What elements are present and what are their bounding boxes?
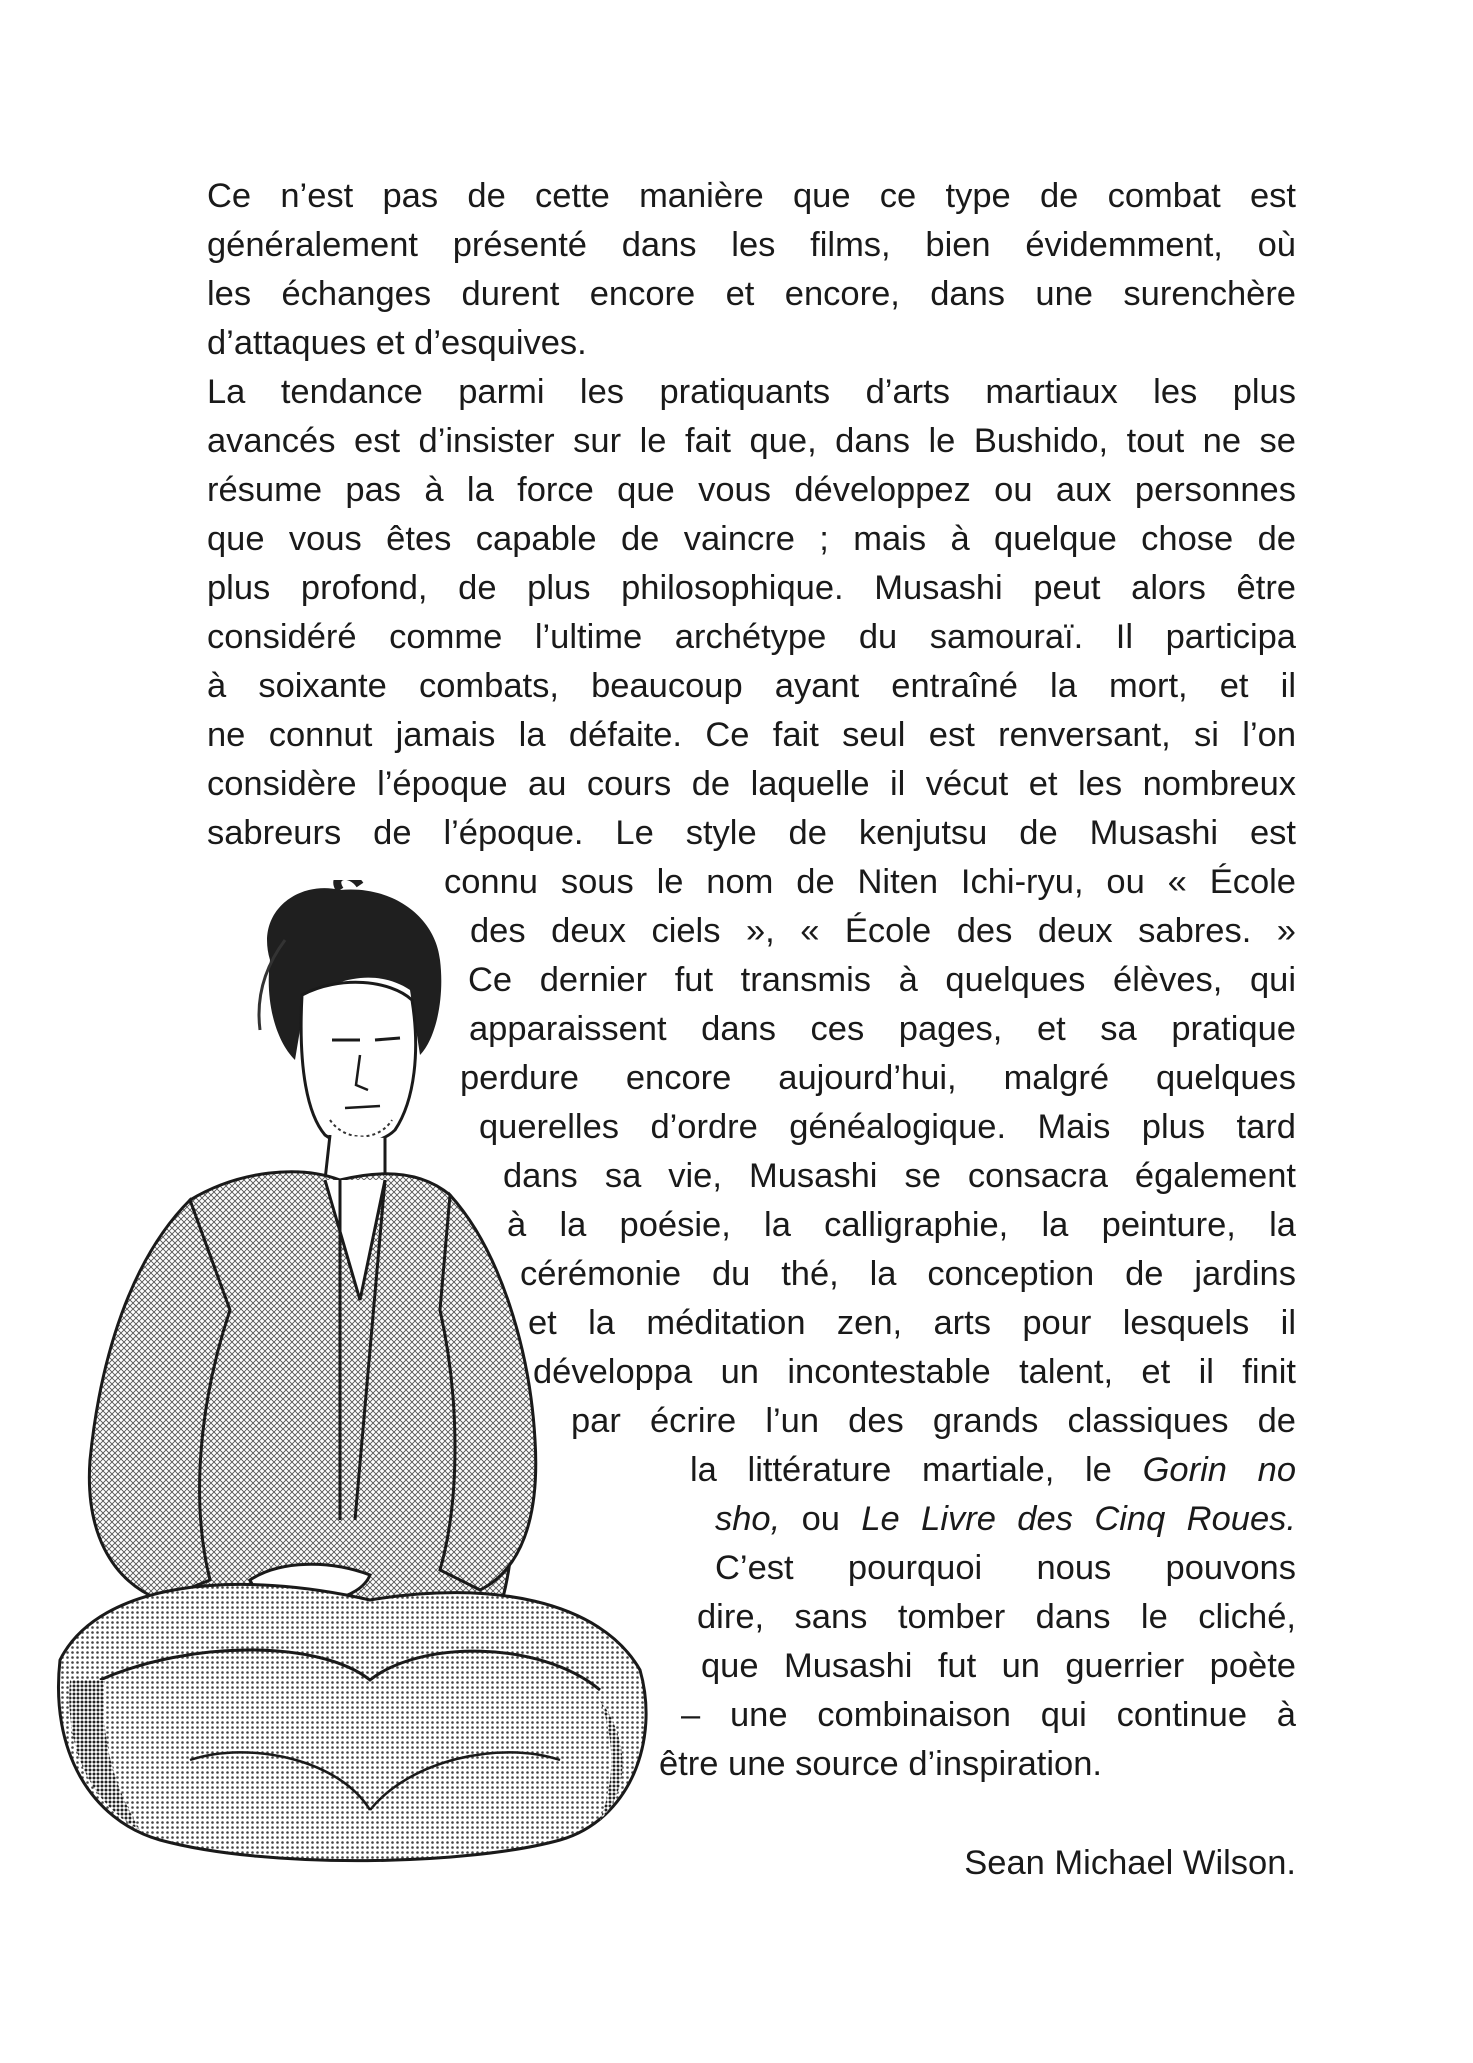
text-line: cérémonie du thé, la conception de jardins: [520, 1255, 1296, 1293]
text-line: connu sous le nom de Niten Ichi-ryu, ou « École: [444, 863, 1296, 901]
text-line: à soixante combats, beaucoup ayant entraîné la mort, et il: [207, 667, 1296, 705]
book-title-italic: Gorin no: [1142, 1451, 1297, 1489]
text-line: d’attaques et d’esquives.: [207, 324, 587, 362]
text-line: que vous êtes capable de vaincre ; mais à quelque chose de: [207, 520, 1296, 558]
text-line: par écrire l’un des grands classiques de: [571, 1402, 1296, 1440]
text-line: résume pas à la force que vous développez ou aux personnes: [207, 471, 1296, 509]
author-signature: Sean Michael Wilson.: [964, 1844, 1296, 1882]
text-line: à la poésie, la calligraphie, la peinture, la: [507, 1206, 1296, 1244]
text-line: être une source d’inspiration.: [659, 1745, 1103, 1783]
text-line: et la méditation zen, arts pour lesquels il: [528, 1304, 1296, 1342]
book-title-italic: sho,: [715, 1500, 781, 1538]
text-run: ou: [801, 1500, 840, 1538]
text-line: plus profond, de plus philosophique. Musashi peut alors être: [207, 569, 1296, 607]
text-line: – une combinaison qui continue à: [681, 1696, 1296, 1734]
text-line: perdure encore aujourd’hui, malgré quelques: [460, 1059, 1296, 1097]
text-line: dans sa vie, Musashi se consacra également: [503, 1157, 1296, 1195]
text-line: apparaissent dans ces pages, et sa pratique: [469, 1010, 1296, 1048]
text-line: avancés est d’insister sur le fait que, dans le Bushido, tout ne se: [207, 422, 1296, 460]
text-line: Ce dernier fut transmis à quelques élèves, qui: [468, 961, 1296, 999]
text-line: les échanges durent encore et encore, dans une surenchère: [207, 275, 1296, 313]
text-line: que Musashi fut un guerrier poète: [701, 1647, 1296, 1685]
text-run: la littérature martiale, le: [690, 1451, 1112, 1489]
text-line: [690, 1446, 1296, 1495]
text-line: Ce n’est pas de cette manière que ce type de combat est: [207, 177, 1296, 215]
text-line: ne connut jamais la défaite. Ce fait seul est renversant, si l’on: [207, 716, 1296, 754]
text-line: La tendance parmi les pratiquants d’arts martiaux les plus: [207, 373, 1296, 411]
text-line: [715, 1495, 1296, 1544]
text-line: développa un incontestable talent, et il finit: [533, 1353, 1296, 1391]
text-line: sabreurs de l’époque. Le style de kenjutsu de Musashi est: [207, 814, 1296, 852]
book-title-italic: Le Livre des Cinq Roues.: [861, 1500, 1296, 1538]
text-line: des deux ciels », « École des deux sabres. »: [470, 912, 1296, 950]
text-line: C’est pourquoi nous pouvons: [715, 1549, 1296, 1587]
text-line: querelles d’ordre généalogique. Mais plus tard: [479, 1108, 1296, 1146]
text-line: considère l’époque au cours de laquelle il vécut et les nombreux: [207, 765, 1296, 803]
text-line: généralement présenté dans les films, bien évidemment, où: [207, 226, 1296, 264]
text-line: dire, sans tomber dans le cliché,: [697, 1598, 1296, 1636]
text-line: considéré comme l’ultime archétype du samouraï. Il participa: [207, 618, 1296, 656]
